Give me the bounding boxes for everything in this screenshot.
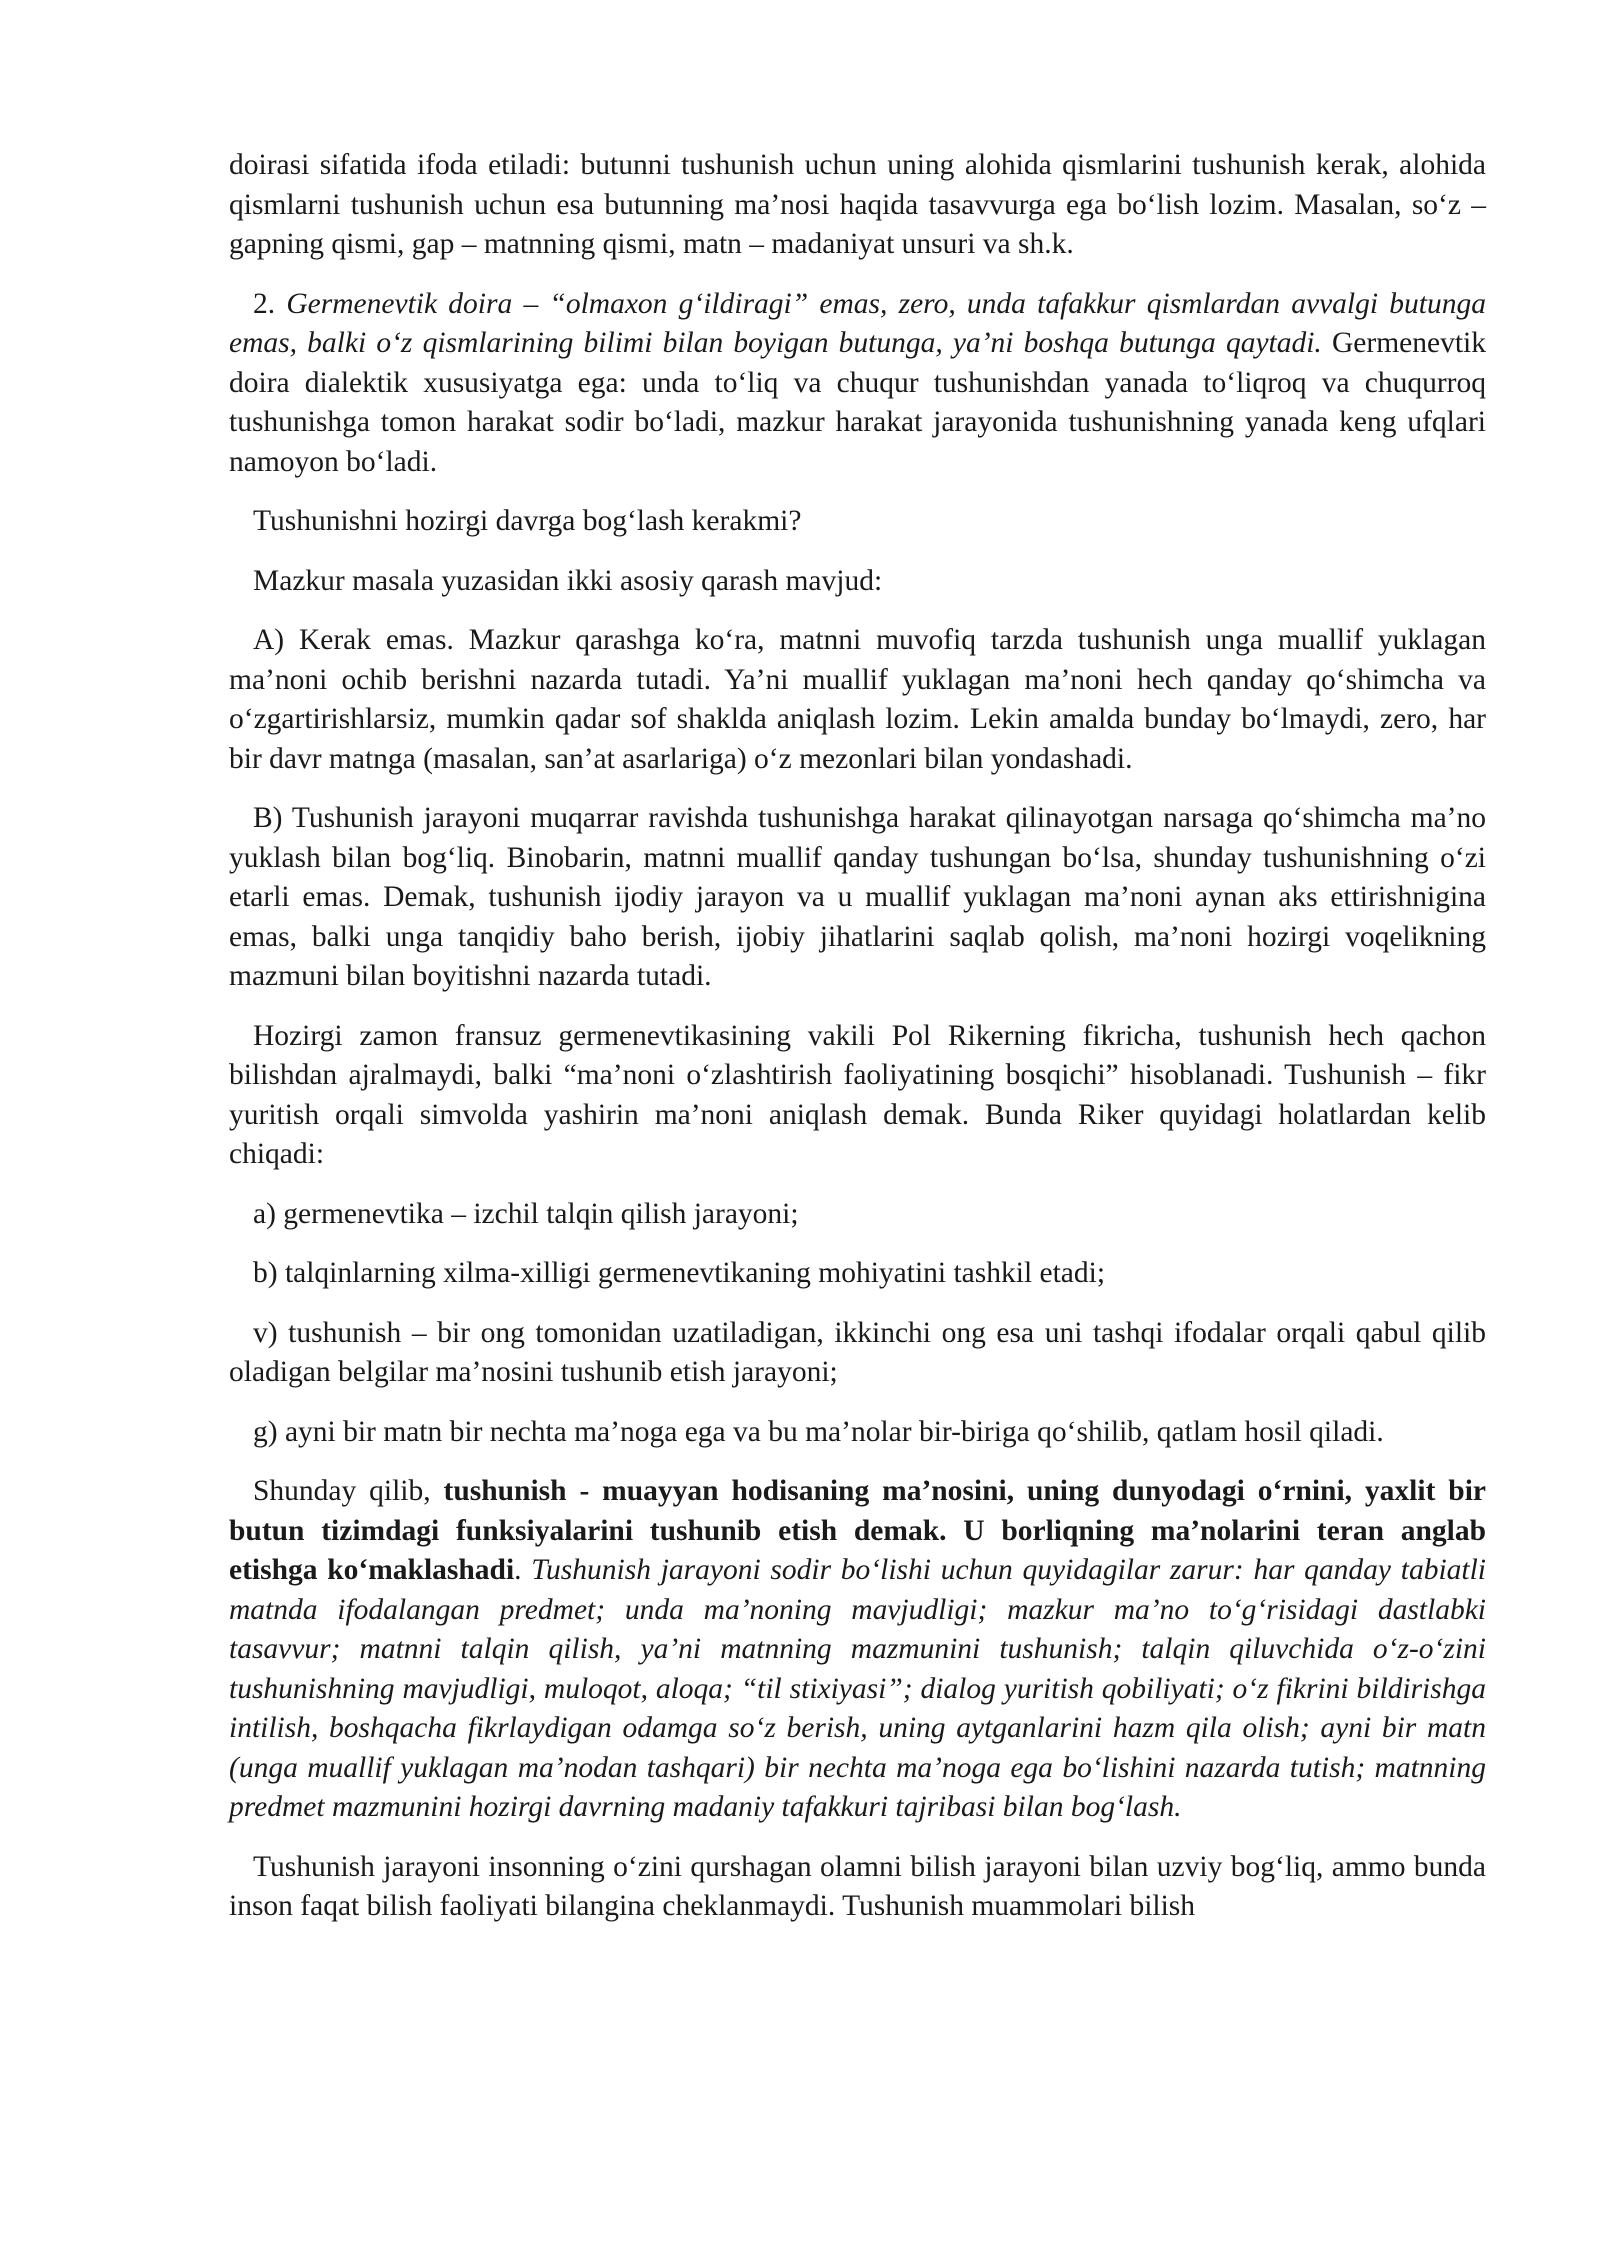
paragraph-conclusion [229,1472,1486,1828]
conclusion-lead: Shunday qilib, [253,1475,444,1507]
paragraph-hermeneutic-circle [229,285,1486,483]
conclusion-period: . [514,1554,532,1586]
bold-definition: tushunish - muayyan hodisaning ma’nosini, uning dunyodagi o‘rnini, yaxlit bir butun tizimdagi funksiyalarini tushunib etish demak. U borliqning ma’nolarini teran anglab etishga ko‘maklashadi [229,1475,1487,1586]
paragraph-question: Tushunishni hozirgi davrga bog‘lash kerakmi? [253,505,802,537]
paragraph-continuation: Germenevtik doira dialektik xususiyatga ega: unda to‘liq va chuqur tushunishdan yanada to‘liqroq va chuqurroq tushunishga tomon harakat sodir bo‘ladi, mazkur harakat jarayonida tushunishning yanada keng ufqlari namoyon bo‘ladi. [229,327,1486,478]
list-item-a: a) germenevtika – izchil talqin qilish jarayoni; [253,1197,799,1230]
paragraph-ricoeur: Hozirgi zamon fransuz germenevtikasining vakili Pol Rikerning fikricha, tushunish hech qachon bilishdan ajralmaydi, balki “ma’noni o‘zlashtirish faoliyatining bosqichi” hisoblanadi. Tushunish – fikr yuritish orqali simvolda yashirin ma’noni aniqlash demak. Bunda Riker quyidagi holatlardan kelib chiqadi: [229,1019,1486,1170]
paragraph-circle-definition: doirasi sifatida ifoda etiladi: butunni tushunish uchun uning alohida qismlarini tushunish kerak, alohida qismlarni tushunish uchun esa butunning ma’nosi haqida tasavvurga ega bo‘lish lozim. Masalan, so‘z – gapning qismi, gap – matnning qismi, matn – madaniyat unsuri va sh.k. [229,149,1486,260]
list-item-g: g) ayni bir matn bir nechta ma’noga ega va bu ma’nolar bir-biriga qo‘shilib, qatlam hosil qiladi. [253,1415,1384,1448]
paragraph-two-views: Mazkur masala yuzasidan ikki asosiy qarash mavjud: [253,564,883,597]
paragraph-final: Tushunish jarayoni insonning o‘zini qurshagan olamni bilish jarayoni bilan uzviy bog‘liq, ammo bunda inson faqat bilish faoliyati bilangina cheklanmaydi. Tushunish muammolari bilish [229,1850,1486,1922]
paragraph-view-a: A) Kerak emas. Mazkur qarashga ko‘ra, matnni muvofiq tarzda tushunish unga muallif yuklagan ma’noni ochib berishni nazarda tutadi. Ya’ni muallif yuklagan ma’noni hech qanday qo‘shimcha va o‘zgartirishlarsiz, mumkin qadar sof shaklda aniqlash lozim. Lekin amalda bunday bo‘lmaydi, zero, har bir davr matnga (masalan, san’at asarlariga) o‘z mezonlari bilan yondashadi. [229,624,1486,775]
paragraph-number: 2. [253,287,287,320]
list-item-b: b) talqinlarning xilma-xilligi germenevtikaning mohiyatini tashkil etadi; [253,1257,1106,1289]
italic-statement: Germenevtik doira – “olmaxon g‘ildiragi” emas, zero, unda tafakkur qismlardan avvalgi butunga emas, balki o‘z qismlarining bilimi bilan boyigan butunga, ya’ni boshqa butunga qaytadi. [229,287,1486,359]
paragraph-view-b: B) Tushunish jarayoni muqarrar ravishda tushunishga harakat qilinayotgan narsaga qo‘shimcha ma’no yuklash bilan bog‘liq. Binobarin, matnni muallif qanday tushungan bo‘lsa, shunday tushunishning o‘zi etarli emas. Demak, tushunish ijodiy jarayon va u muallif yuklagan ma’noni aynan aks ettirishnigina emas, balki unga tanqidiy baho berish, ijobiy jihatlarini saqlab qolish, ma’noni hozirgi voqelikning mazmuni bilan boyitishni nazarda tutadi. [229,802,1486,992]
italic-conditions: Tushunish jarayoni sodir bo‘lishi uchun quyidagilar zarur: har qanday tabiatli matnda ifodalangan predmet; unda ma’noning mavjudligi; mazkur ma’no to‘g‘risidagi dastlabki tasavvur; matnni talqin qilish, ya’ni matnning mazmunini tushunish; talqin qiluvchida o‘z-o‘zini tushunishning mavjudligi, muloqot, aloqa; “til stixiyasi”; dialog yuritish qobiliyati; o‘z fikrini bildirishga intilish, boshqacha fikrlaydigan odamga so‘z berish, uning aytganlarini hazm qila olish; ayni bir matn (unga muallif yuklagan ma’nodan tashqari) bir nechta ma’noga ega bo‘lishini nazarda tutish; matnning predmet mazmunini hozirgi davrning madaniy tafakkuri tajribasi bilan bog‘lash. [229,1554,1486,1823]
document-page [229,146,1486,1947]
list-item-v: v) tushunish – bir ong tomonidan uzatiladigan, ikkinchi ong esa uni tashqi ifodalar orqali qabul qilib oladigan belgilar ma’nosini tushunib etish jarayoni; [229,1316,1486,1388]
